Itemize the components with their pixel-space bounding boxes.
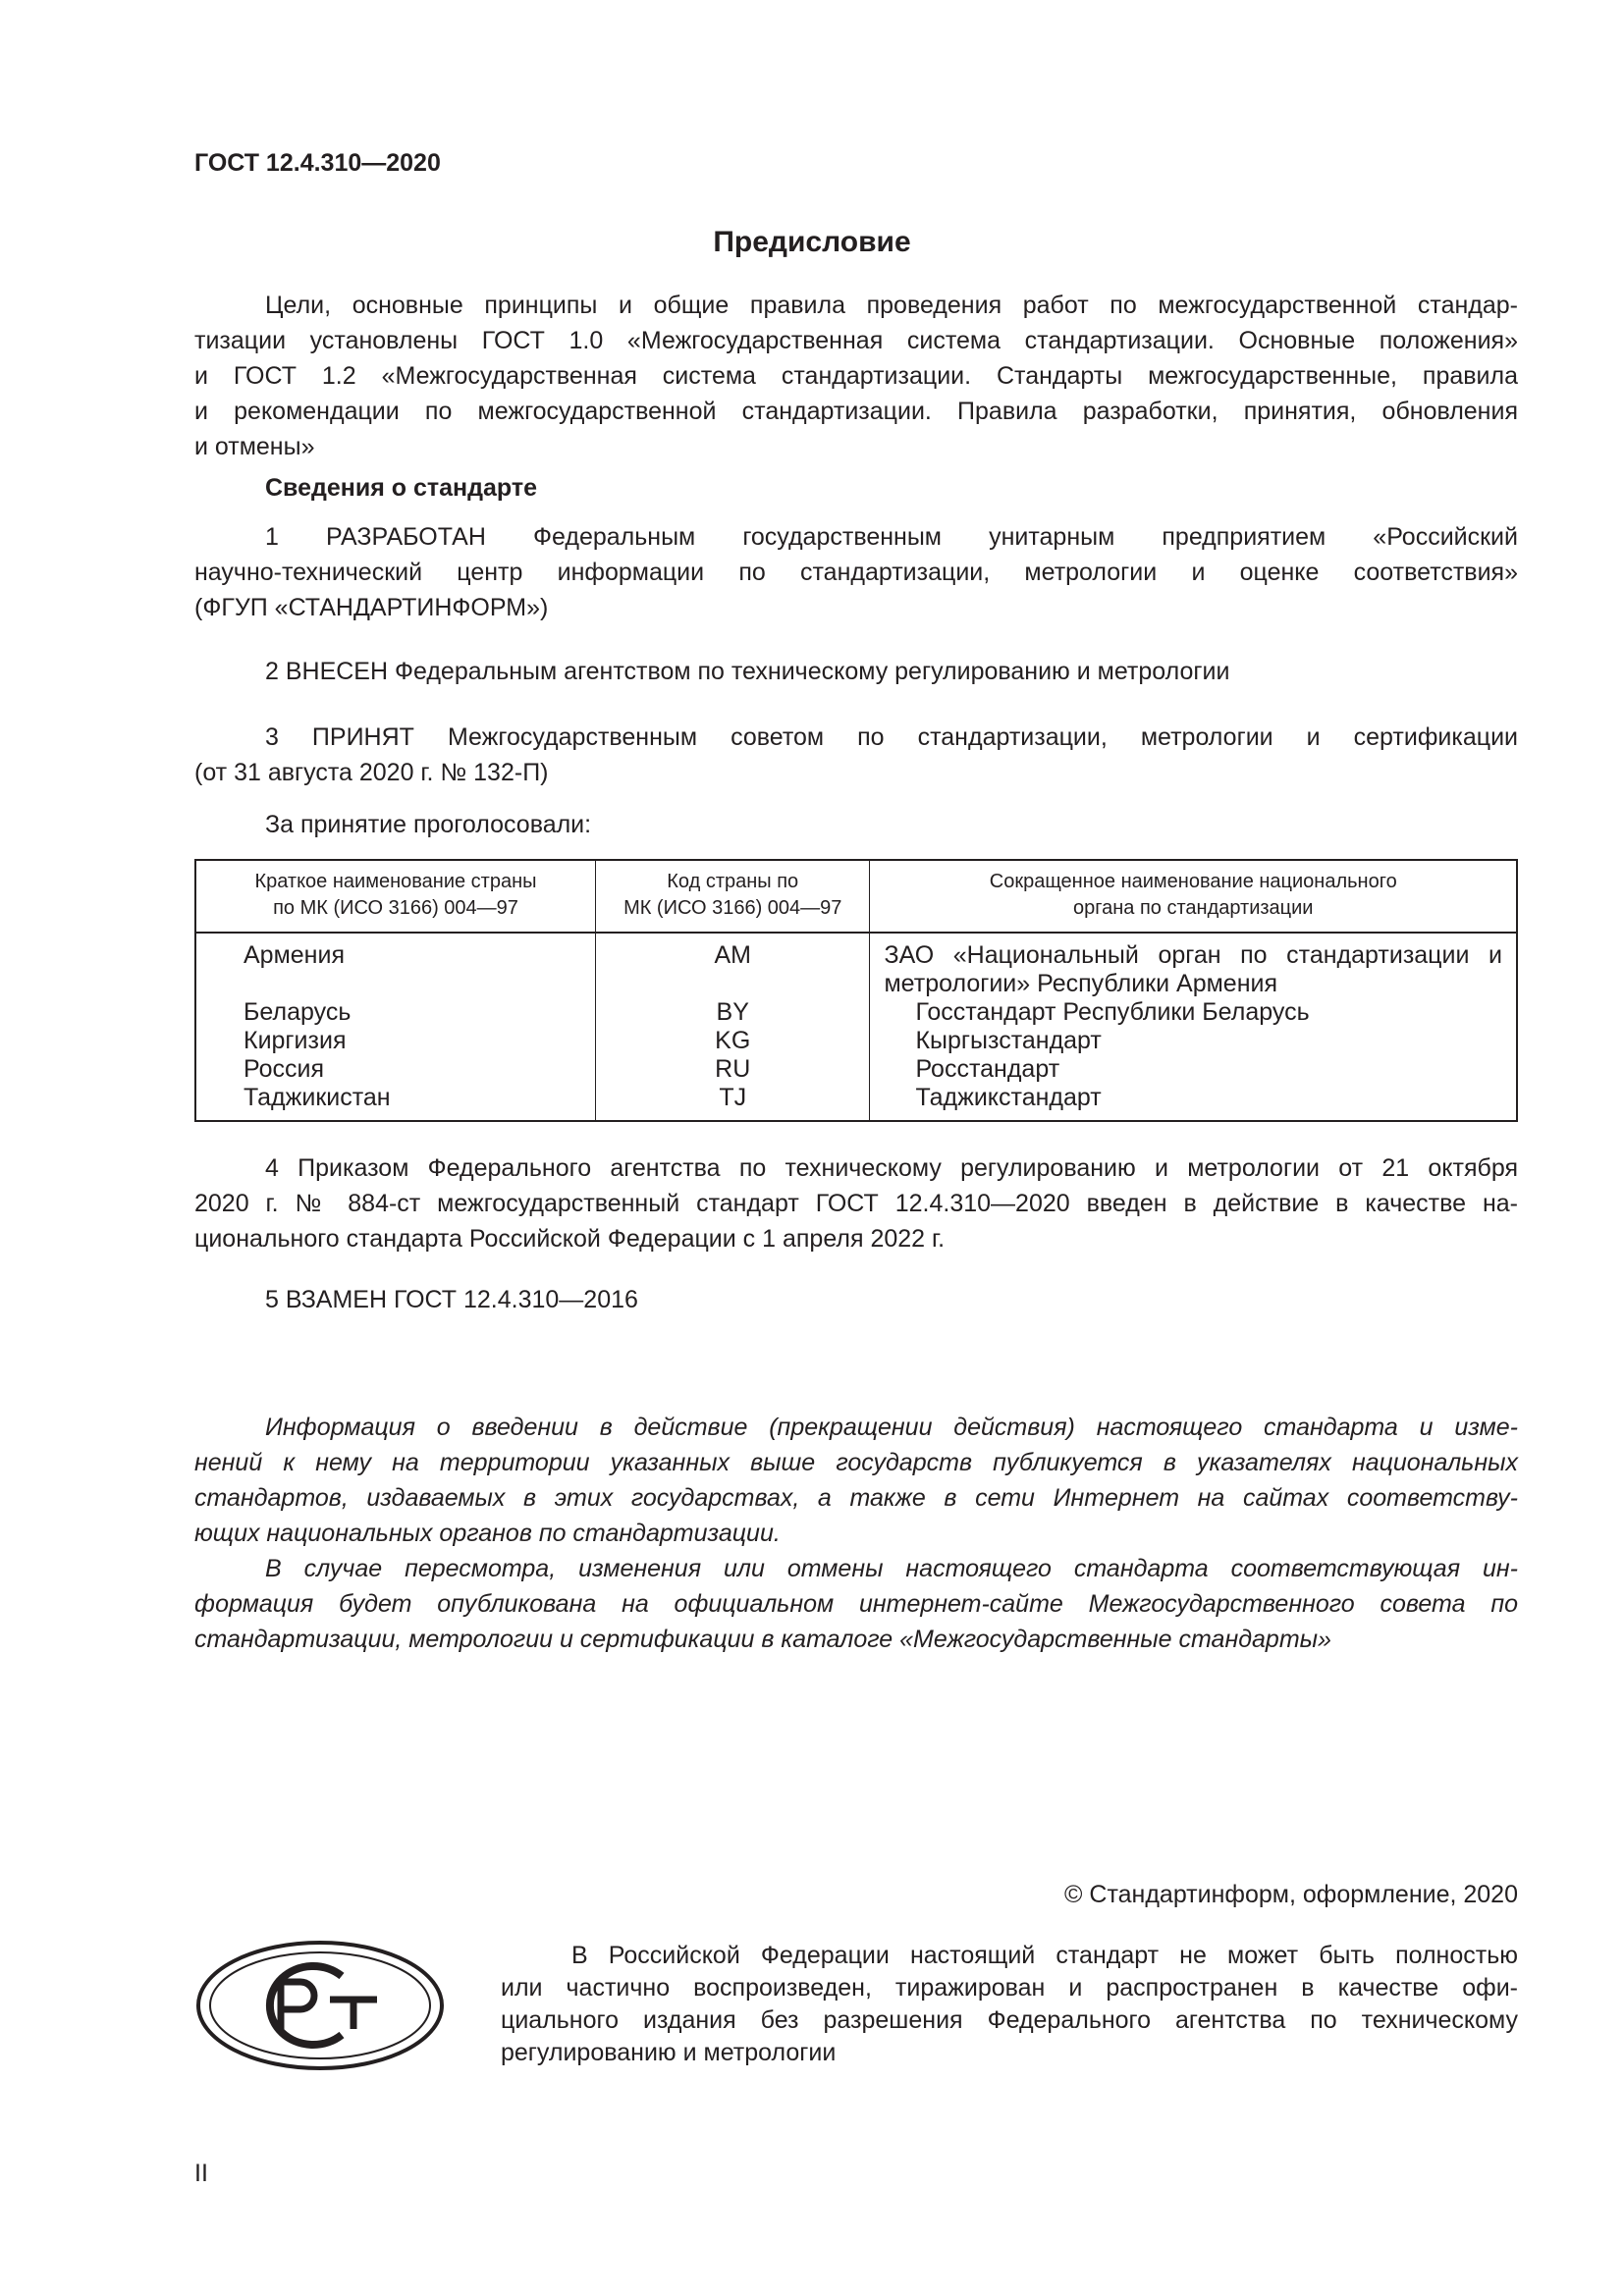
item-4-line: 2020 г. № 884-ст межгосударственный стандарт ГОСТ 12.4.310—2020 введен в действие в качестве на- xyxy=(194,1190,1518,1217)
table-row xyxy=(195,933,1517,998)
country-code: TJ xyxy=(595,1084,870,1121)
item-3-line: (от 31 августа 2020 г. № 132-П) xyxy=(194,759,549,786)
intro-line: и отмены» xyxy=(194,433,315,460)
national-organ xyxy=(870,1084,1517,1121)
organ-line: Таджикстандарт xyxy=(915,1084,1102,1111)
country-name: Таджикистан xyxy=(195,1084,595,1121)
item-4-line: ционального стандарта Российской Федерации с 1 апреля 2022 г. xyxy=(194,1225,946,1253)
item-2 xyxy=(194,654,1518,689)
national-organ xyxy=(870,998,1517,1027)
item-1-line: научно-технический центр информации по стандартизации, метрологии и оценке соответствия» xyxy=(194,559,1518,586)
organ-line: Кыргызстандарт xyxy=(915,1027,1102,1054)
column-header-organ xyxy=(870,860,1517,933)
item-4 xyxy=(194,1150,1518,1256)
voting-table xyxy=(194,859,1518,1122)
country-code: RU xyxy=(595,1055,870,1084)
table-header-row xyxy=(195,860,1517,933)
notice-revision xyxy=(194,1551,1518,1657)
organ-line: ЗАО «Национальный орган по стандартизации и xyxy=(884,941,1502,969)
item-5-text: 5 ВЗАМЕН ГОСТ 12.4.310—2016 xyxy=(265,1286,638,1313)
header-line: по МК (ИСО 3166) 004—97 xyxy=(273,897,518,919)
header-line: МК (ИСО 3166) 004—97 xyxy=(623,897,842,919)
copyright: © Стандартинформ, оформление, 2020 xyxy=(1064,1881,1518,1908)
vote-intro xyxy=(194,807,1518,842)
rst-logo xyxy=(194,1939,446,2072)
rights-line: регулированию и метрологии xyxy=(501,2039,837,2066)
notice-line: стандартизации, метрологии и сертификации в каталоге «Межгосударственные стандарты» xyxy=(194,1626,1331,1653)
organ-line: Госстандарт Республики Беларусь xyxy=(915,998,1310,1026)
header-line: Краткое наименование страны xyxy=(254,871,537,892)
vote-intro-text: За принятие проголосовали: xyxy=(265,811,592,838)
item-3-line: 3 ПРИНЯТ Межгосударственным советом по стандартизации, метрологии и сертификации xyxy=(265,723,1518,751)
column-header-code xyxy=(595,860,870,933)
document-id: ГОСТ 12.4.310—2020 xyxy=(194,149,441,177)
notice-line: Информация о введении в действие (прекращении действия) настоящего стандарта и изме- xyxy=(265,1414,1518,1441)
intro-line: тизации установлены ГОСТ 1.0 «Межгосударственная система стандартизации. Основные положения» xyxy=(194,327,1518,354)
organ-line: метрологии» Республики Армения xyxy=(884,970,1277,997)
item-2-text: 2 ВНЕСЕН Федеральным агентством по техническому регулированию и метрологии xyxy=(265,658,1230,685)
notice-line: нений к нему на территории указанных выше государств публикуется в указателях национальных xyxy=(194,1449,1518,1476)
rights-line: циального издания без разрешения Федерального агентства по техническому xyxy=(501,2006,1518,2034)
rights-notice xyxy=(501,1940,1518,2069)
item-5 xyxy=(194,1282,1518,1317)
country-code: AM xyxy=(595,933,870,998)
item-1 xyxy=(194,519,1518,625)
notice-line: формация будет опубликована на официальном интернет-сайте Межгосударственного совета по xyxy=(194,1590,1518,1618)
country-name: Армения xyxy=(195,933,595,998)
page-title: Предисловие xyxy=(713,226,911,258)
notice-introduction xyxy=(194,1410,1518,1551)
header-line: Код страны по xyxy=(667,871,799,892)
country-code: KG xyxy=(595,1027,870,1055)
national-organ xyxy=(870,1027,1517,1055)
column-header-country xyxy=(195,860,595,933)
table-row xyxy=(195,1055,1517,1084)
page-number: II xyxy=(194,2160,208,2187)
national-organ xyxy=(870,933,1517,998)
item-3 xyxy=(194,720,1518,790)
country-name: Киргизия xyxy=(195,1027,595,1055)
national-organ xyxy=(870,1055,1517,1084)
country-code: BY xyxy=(595,998,870,1027)
notice-line: стандартов, издаваемых в этих государствах, а также в сети Интернет на сайтах соответству- xyxy=(194,1484,1518,1512)
intro-paragraph xyxy=(194,288,1518,464)
header-line: органа по стандартизации xyxy=(1073,897,1314,919)
organ-line: Росстандарт xyxy=(915,1055,1060,1083)
notice-line: ющих национальных органов по стандартизации. xyxy=(194,1520,781,1547)
table-row xyxy=(195,998,1517,1027)
rights-line: В Российской Федерации настоящий стандарт не может быть полностью xyxy=(571,1942,1518,1969)
rights-line: или частично воспроизведен, тиражирован и распространен в качестве офи- xyxy=(501,1974,1518,2002)
notice-line: В случае пересмотра, изменения или отмены настоящего стандарта соответствующая ин- xyxy=(265,1555,1518,1582)
header-line: Сокращенное наименование национального xyxy=(989,871,1397,892)
table-row xyxy=(195,1084,1517,1121)
intro-line: Цели, основные принципы и общие правила проведения работ по межгосударственной стандар- xyxy=(265,292,1518,319)
item-1-line: (ФГУП «СТАНДАРТИНФОРМ») xyxy=(194,594,549,621)
country-name: Беларусь xyxy=(195,998,595,1027)
intro-line: и рекомендации по межгосударственной стандартизации. Правила разработки, принятия, обновления xyxy=(194,398,1518,425)
info-heading: Сведения о стандарте xyxy=(265,474,538,502)
country-name: Россия xyxy=(195,1055,595,1084)
item-1-line: 1 РАЗРАБОТАН Федеральным государственным унитарным предприятием «Российский xyxy=(265,523,1518,551)
item-4-line: 4 Приказом Федерального агентства по техническому регулированию и метрологии от 21 октября xyxy=(265,1154,1518,1182)
table-row xyxy=(195,1027,1517,1055)
intro-line: и ГОСТ 1.2 «Межгосударственная система стандартизации. Стандарты межгосударственные, правила xyxy=(194,362,1518,390)
rst-logo-icon xyxy=(194,1939,446,2072)
